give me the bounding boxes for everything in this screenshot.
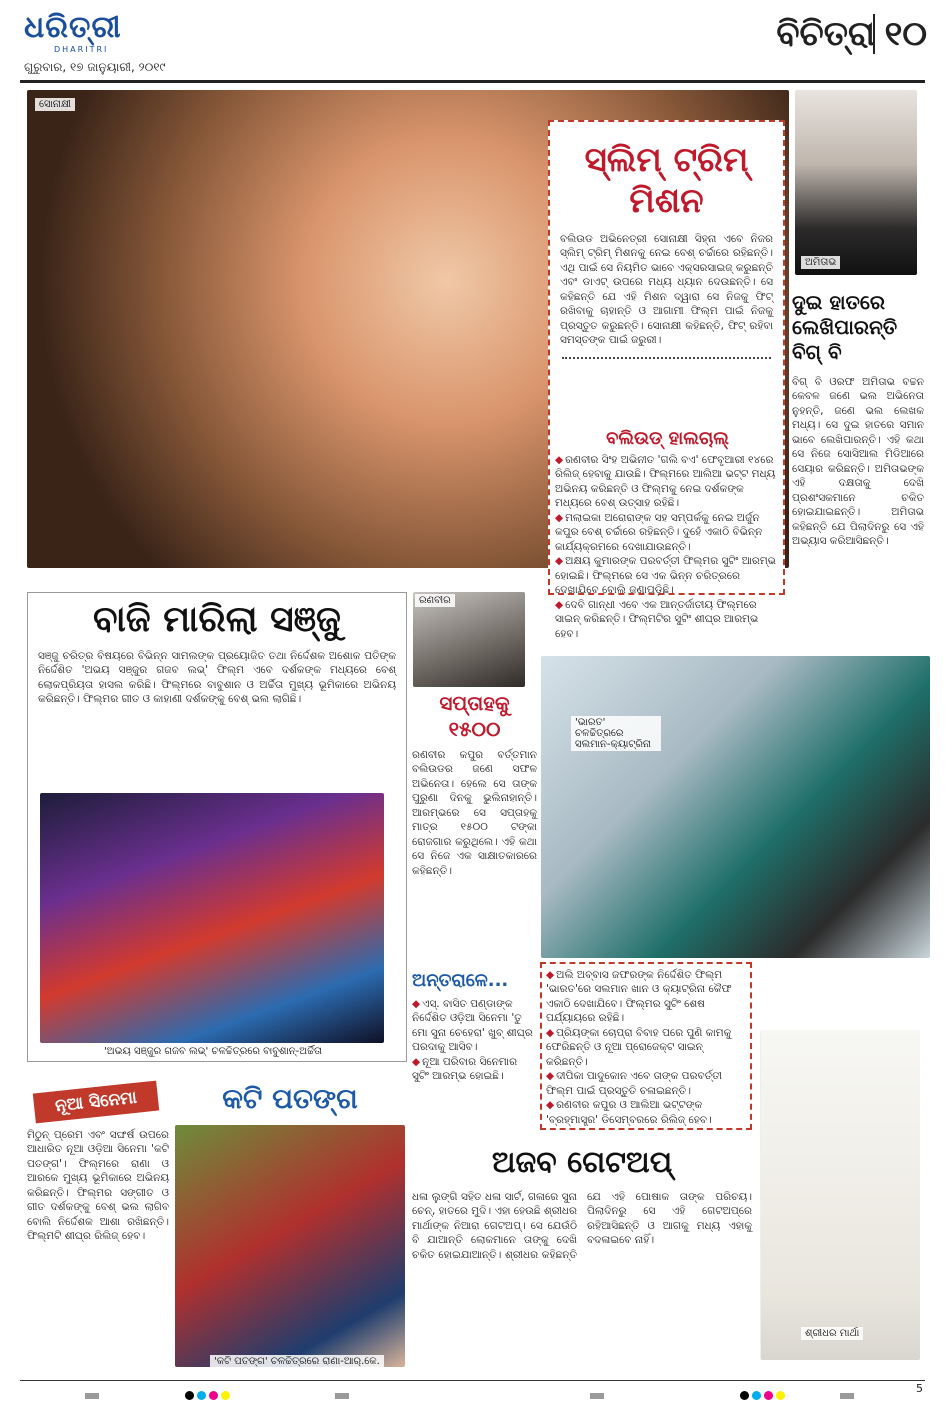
- halchal-list: [555, 453, 780, 640]
- kati-patanga-photo: [175, 1125, 405, 1367]
- halchal-item: ◆ ଦେବି ଗାନ୍ଧୀ ଏବେ ଏକ ଆନ୍ତର୍ଜାତୀୟ ଫିଲ୍ମରେ ସାଇନ୍ କରିଛନ୍ତି। ଫିଲ୍ମଟିର ସୁଟିଂ ଶୀଘ୍ର ଆରମ୍ଭ ହେବ।: [555, 598, 759, 640]
- registration-dot-yellow: [776, 1391, 785, 1400]
- sridhar-photo: [760, 1030, 920, 1360]
- color-bar: [85, 1393, 99, 1399]
- footer-divider: [20, 1380, 925, 1381]
- antarale-item: ◆ ନୂଆ ପରିବାର ସିନେମାର ସୁଟିଂ ଆରମ୍ଭ ହୋଇଛି।: [412, 1055, 518, 1083]
- baji-body: ସଞ୍ଜୁ ଚରିତ୍ର ବିଷୟରେ ବିଭିନ୍ନ ସାମଲଙ୍କ ପ୍ରୟୋଜିତ ତଥା ନିର୍ଦ୍ଦେଶକ ଅଶୋକ ପତିଙ୍କ ନିର୍ଦ୍ଦେଶିତ 'ଅଭୟ ସଞ୍ଜୁର ଗଜବ ଲଭ୍' ଫିଲ୍ମ ଏବେ ଦର୍ଶକଙ୍କ ମଧ୍ୟରେ ବେଶ୍ ଲୋକପ୍ରିୟତା ହାସଲ କରିଛି। ଫିଲ୍ମରେ ବାବୁଶାନ ଓ ଅର୍ଚ୍ଚିତା ମୁଖ୍ୟ ଭୂମିକାରେ ଅଭିନୟ କରିଛନ୍ତି। ଫିଲ୍ମର ଗୀତ ଓ କାହାଣୀ ଦର୍ଶକଙ୍କୁ ବେଶ୍ ଭଲ ଲାଗିଛି।: [38, 650, 396, 706]
- registration-dot-magenta: [764, 1391, 773, 1400]
- slim-trim-body: ବଲିଉଡ ଅଭିନେତ୍ରୀ ସୋନାକ୍ଷୀ ସିହ୍ନା ଏବେ ନିଜର ସ୍ଲିମ୍ ଟ୍ରିମ୍ ମିଶନକୁ ନେଇ ବେଶ୍ ଚର୍ଚ୍ଚାରେ ରହିଛନ୍ତି। ଏଥି ପାଇଁ ସେ ନିୟମିତ ଭାବେ ଏକ୍ସରସାଇଜ୍ କରୁଛନ୍ତି ଏବଂ ଡାଏଟ୍ ଉପରେ ମଧ୍ୟ ଧ୍ୟାନ ଦେଉଛନ୍ତି। ସେ କହିଛନ୍ତି ଯେ ଏହି ମିଶନ ଦ୍ୱାରା ସେ ନିଜକୁ ଫିଟ୍ ରଖିବାକୁ ଚାହାନ୍ତି ଓ ଆଗାମୀ ଫିଲ୍ମ ପାଇଁ ନିଜକୁ ପ୍ରସ୍ତୁତ କରୁଛନ୍ତି। ସୋନାକ୍ଷୀ କହିଛନ୍ତି, ଫିଟ୍ ରହିବା ସମସ୍ତଙ୍କ ପାଇଁ ଜରୁରୀ।: [560, 232, 773, 346]
- antarale-title: ଅନ୍ତରାଳେ...: [412, 970, 509, 991]
- sridhar-caption: ଶ୍ରୀଧର ମାର୍ଥା: [801, 1327, 863, 1340]
- katrina-caption: 'ଭାରତ' ଚଳଚ୍ଚିତ୍ରରେ ସଲମାନ-କ୍ୟାଟ୍ରିନା: [571, 716, 661, 751]
- registration-dot-cyan: [752, 1391, 761, 1400]
- baji-photo-caption: 'ଅଭୟ ସଞ୍ଜୁର ଗଜବ ଲଭ୍' ଚଳଚ୍ଚିତ୍ରରେ ବାବୁଶାନ୍-ଅର୍ଚ୍ଚିତା: [100, 1045, 326, 1058]
- antarale-article: [412, 970, 537, 1120]
- registration-dot-black: [185, 1391, 194, 1400]
- amitabh-body: ବିଗ୍ ବି ଓରଫ ଅମିତାଭ ବଚ୍ଚନ କେବଳ ଜଣେ ଭଲ ଅଭିନେତା ନୁହନ୍ତି, ଜଣେ ଭଲ ଲେଖକ ମଧ୍ୟ। ସେ ଦୁଇ ହାତରେ ସମାନ ଭାବେ ଲେଖିପାରନ୍ତି। ଏହି କଥା ସେ ନିଜେ ସୋସିଆଲ ମିଡିଆରେ ସେୟାର କରିଛନ୍ତି। ଅମିତାଭଙ୍କ ଏହି ଦକ୍ଷତାକୁ ଦେଖି ପ୍ରଶଂସକମାନେ ଚକିତ ହୋଇଯାଇଛନ୍ତି। ଅମିତାଭ କହିଛନ୍ତି ଯେ ପିଲାଦିନରୁ ସେ ଏହି ଅଭ୍ୟାସ କରିଆସିଛନ୍ତି।: [792, 376, 924, 548]
- bharat-item: ◆ ପ୍ରିୟଙ୍କା ଚୋପ୍ରା ବିବାହ ପରେ ପୁଣି କାମକୁ ଫେରିଛନ୍ତି ଓ ନୂଆ ପ୍ରୋଜେକ୍ଟ ସାଇନ୍ କରିଛନ୍ତି।: [546, 1026, 732, 1068]
- bharat-list: [546, 968, 746, 1127]
- ranbir-headline: ସପ୍ତାହକୁ ୧୫୦୦: [439, 691, 510, 741]
- registration-dot-magenta: [209, 1391, 218, 1400]
- halchal-title: ବଲିଉଡ୍ ହାଲଚାଲ୍: [606, 428, 729, 449]
- bollywood-halchal: [555, 428, 780, 640]
- footer-page-number: 5: [916, 1382, 923, 1395]
- ranbir-photo: [413, 592, 525, 687]
- bharat-item: ◆ ଅଲି ଅବ୍ବାସ ଜଫରଙ୍କ ନିର୍ଦ୍ଦେଶିତ ଫିଲ୍ମ 'ଭାରତ'ରେ ସଲମାନ ଖାନ ଓ କ୍ୟାଟ୍ରିନା କୈଫ ଏକାଠି ଦେଖାଯିବେ। ଫିଲ୍ମର ସୁଟିଂ ଶେଷ ପର୍ଯ୍ୟାୟରେ ରହିଛି।: [546, 969, 732, 1025]
- halchal-item: ◆ ଅକ୍ଷୟ କୁମାରଙ୍କ ପରବର୍ତ୍ତୀ ଫିଲ୍ମର ସୁଟିଂ ଆରମ୍ଭ ହୋଇଛି। ଫିଲ୍ମରେ ସେ ଏକ ଭିନ୍ନ ଚରିତ୍ରରେ ଦେଖାଯିବେ ବୋଲି ଜଣାପଡ଼ିଛି।: [555, 555, 776, 597]
- section-title: ବିଚିତ୍ରା: [776, 14, 875, 54]
- new-cinema-tag: ନୂଆ ସିନେମା: [33, 1081, 159, 1124]
- ranbir-article: [412, 690, 537, 960]
- katrina-photo: [541, 656, 930, 958]
- amitabh-headline: ଦୁଇ ହାତରେ ଲେଖିପାରନ୍ତି ବିଗ୍ ବି: [792, 290, 898, 364]
- amitabh-photo: [795, 90, 917, 275]
- amitabh-caption: ଅମିତାଭ: [801, 256, 840, 269]
- hero-caption: ସୋନାକ୍ଷୀ: [35, 98, 75, 111]
- color-bar: [335, 1393, 349, 1399]
- ajab-getup-headline: ଅଜବ ଗେଟଅପ୍: [491, 1145, 673, 1180]
- bharat-item: ◆ ରଣବୀର କପୁର ଓ ଆଲିଆ ଭଟ୍ଟଙ୍କ 'ବ୍ରହ୍ମାସ୍ତ୍ର' ଡିସେମ୍ବରରେ ରିଲିଜ୍ ହେବ।: [546, 1099, 712, 1126]
- ajab-getup-body: ଧଳା ଲୁଙ୍ଗି ସହିତ ଧଳା ସାର୍ଟ, ଗଳାରେ ସୁନା ଚେନ୍, ହାତରେ ମୁଦି। ଏହା ହେଉଛି ଶ୍ରୀଧର ମାର୍ଥାଙ୍କ ନିଆରା ଗେଟଅପ୍। ସେ ଯେଉଁଠି ବି ଯାଆନ୍ତି ଲୋକମାନେ ତାଙ୍କୁ ଦେଖି ଚକିତ ହୋଇଯାଆନ୍ତି। ଶ୍ରୀଧର କହିଛନ୍ତି ଯେ ଏହି ପୋଷାକ ତାଙ୍କ ପରିଚୟ। ପିଲାଦିନରୁ ସେ ଏହି ଗେଟଅପ୍‌ରେ ରହିଆସିଛନ୍ତି ଓ ଆଗକୁ ମଧ୍ୟ ଏହାକୁ ବଦଳାଇବେ ନାହିଁ।: [412, 1191, 752, 1261]
- registration-dot-black: [740, 1391, 749, 1400]
- registration-dot-yellow: [221, 1391, 230, 1400]
- halchal-item: ◆ ମଲାଇକା ଅରୋରାଙ୍କ ସହ ସମ୍ପର୍କକୁ ନେଇ ଅର୍ଜୁନ କପୁର ବେଶ୍ ଚର୍ଚ୍ଚାରେ ରହିଛନ୍ତି। ଦୁହେଁ ଏକାଠି ବିଭିନ୍ନ କାର୍ଯ୍ୟକ୍ରମରେ ଦେଖାଯାଉଛନ୍ତି।: [555, 511, 763, 553]
- kati-patanga-body: ମିଠୁନ୍ ପ୍ରେମ ଏବଂ ସଙ୍ଘର୍ଷ ଉପରେ ଆଧାରିତ ନୂଆ ଓଡ଼ିଆ ସିନେମା 'କଟି ପତଙ୍ଗ'। ଫିଲ୍ମରେ ରାଣା ଓ ଆରକେ ମୁଖ୍ୟ ଭୂମିକାରେ ଅଭିନୟ କରିଛନ୍ତି। ଫିଲ୍ମର ସଙ୍ଗୀତ ଓ ଗୀତ ଦର୍ଶକଙ୍କୁ ବେଶ୍ ଭଲ ଲାଗିବ ବୋଲି ନିର୍ଦ୍ଦେଶକ ଆଶା ରଖିଛନ୍ତି। ଫିଲ୍ମଟି ଶୀଘ୍ର ରିଲିଜ୍ ହେବ।: [27, 1129, 169, 1243]
- ranbir-body: ରଣବୀର କପୁର ବର୍ତ୍ତମାନ ବଲିଉଡର ଜଣେ ସଫଳ ଅଭିନେତା। ହେଲେ ସେ ତାଙ୍କ ପୁରୁଣା ଦିନକୁ ଭୁଲିନାହାନ୍ତି। ଆରମ୍ଭରେ ସେ ସପ୍ତାହକୁ ମାତ୍ର ୧୫୦୦ ଟଙ୍କା ରୋଜଗାର କରୁଥିଲେ। ଏହି କଥା ସେ ନିଜେ ଏକ ସାକ୍ଷାତକାରରେ କହିଛନ୍ତି।: [412, 749, 537, 877]
- amitabh-article: [792, 290, 924, 650]
- logo-subtitle: DHARITRI: [54, 45, 109, 54]
- halchal-item: ◆ ରଣବୀର ସିଂହ ଅଭିନୀତ 'ଗଲି ବଏ' ଫେବୃଆରୀ ୧୪ରେ ରିଲିଜ୍ ହେବାକୁ ଯାଉଛି। ଫିଲ୍ମରେ ଆଲିଆ ଭଟ୍ଟ ମଧ୍ୟ ଅଭିନୟ କରିଛନ୍ତି ଓ ଫିଲ୍ମକୁ ନେଇ ଦର୍ଶକଙ୍କ ମଧ୍ୟରେ ବେଶ୍ ଉତ୍ସାହ ରହିଛି।: [555, 454, 776, 510]
- bharat-item: ◆ ଦୀପିକା ପାଦୁକୋନ ଏବେ ତାଙ୍କ ପରବର୍ତ୍ତୀ ଫିଲ୍ମ ପାଇଁ ପ୍ରସ୍ତୁତି ଚଳାଇଛନ୍ତି।: [546, 1070, 722, 1097]
- baji-photo: [40, 793, 384, 1043]
- slim-trim-headline: ସ୍ଲିମ୍ ଟ୍ରିମ୍ ମିଶନ: [584, 140, 749, 221]
- antarale-item: ◆ ଏସ୍. ବାସିତ ପଣ୍ଡାଙ୍କ ନିର୍ଦ୍ଦେଶିତ ଓଡ଼ିଆ ସିନେମା 'ତୁ ମୋ ସୁନା ଚେହେରା' ଖୁବ୍ ଶୀଘ୍ର ପରଦାକୁ ଆସିବ।: [412, 998, 533, 1054]
- masthead-logo: [24, 10, 134, 56]
- logo-title: ଧରିତ୍ରୀ: [24, 10, 122, 45]
- kati-patanga-headline: କଟି ପତଙ୍ଗ: [222, 1082, 358, 1115]
- baji-headline: ବାଜି ମାରିଲା ସଞ୍ଜୁ: [93, 599, 341, 640]
- article-divider: [562, 357, 771, 359]
- color-bar: [590, 1393, 604, 1399]
- ranbir-caption: ରଣବୀର: [415, 594, 455, 607]
- page-number-top: ୧୦: [873, 14, 927, 54]
- bharat-bullets: [540, 962, 752, 1130]
- antarale-list: [412, 997, 537, 1084]
- kati-patanga-caption: 'କଟି ପତଙ୍ଗ' ଚଳଚ୍ଚିତ୍ରରେ ରାଣା-ଆର୍.କେ.: [210, 1355, 384, 1368]
- issue-date: ଗୁରୁବାର, ୧୭ ଜାନୁୟାରୀ, ୨୦୧୯: [24, 60, 166, 74]
- registration-dot-cyan: [197, 1391, 206, 1400]
- color-bar: [840, 1393, 854, 1399]
- masthead-divider: [20, 80, 925, 83]
